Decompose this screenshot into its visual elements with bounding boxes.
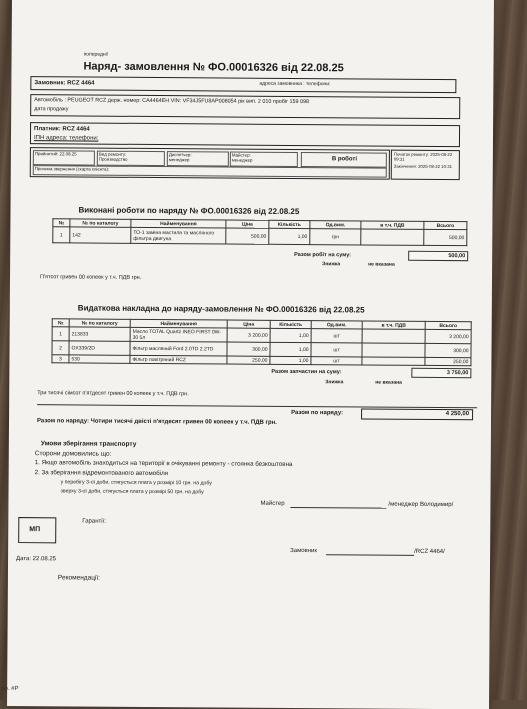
parts-title: Видаткова накладна до наряду-замовлення № ФО.00016326 від 22.08.25 [77,303,365,315]
accepted-cell: Прийнятий: 22.08.25 [33,150,95,165]
payer-tax-address: ІПН адреса: телефони: [33,135,99,142]
works-sum-label: Разом робіт на суму: [294,251,352,259]
parts-sum-box [411,368,471,378]
master-signature-name: /менеджер Володимир/ [388,501,454,509]
terms-title: Умови зберігання транспорту [40,440,137,448]
guarantee-label: Гарантії: [82,518,106,525]
parts-discount-value: не вказана [375,379,402,386]
dispatcher-cell: Диспетчер: менеджер [167,151,229,166]
works-title: Виконані роботи по наряду № ФО.00016326 від 22.08.25 [78,205,300,217]
table-row: 2 OX339/2D Фільтр масляний Ford 2.0TD 2.2TD 300,00 1,00 шт 300,00 [52,341,471,358]
parts-header-row: № № по каталогу Найменування Ціна Кількість Од.вим. в т.ч. ПДВ Всього [52,319,471,330]
customer-label: Замовник: RCZ 4464 [34,80,95,87]
customer-signature-line [326,554,414,556]
parts-discount-label: Знижка [325,379,344,386]
stamp-box [18,517,56,543]
payer-name: Платник: RCZ 4464 [34,126,90,133]
repair-start: Початок ремонту: 2025-08-22 09:31 [393,151,453,162]
repair-type-cell: Вид ремонту: Производство [97,151,165,166]
repair-period-box [391,150,460,180]
vehicle-box [30,94,460,119]
state-cell [301,152,387,168]
repair-end: Закінчення: 2025-08-22 10:31 [393,163,453,170]
table-row: 1 213833 Масло TOTAL Quartz INEO FIRST 0W-30 5л 3 200,00 1,00 шт 3 200,00 [52,327,471,344]
terms-intro: Сторони домовились що: [34,450,112,458]
works-header-row: № № по каталогу Найменування Ціна Кількість Од.вим. в т.ч. ПДВ Всього [53,219,467,230]
master-cell: Майстер: менеджер [230,152,298,167]
document-date: Дата: 22.08.25 [16,556,57,563]
table-row: 1 142 ТО-1 заміна мастила та масляного фільтра двигуна 500,00 1,00 грн 500,00 [53,227,467,246]
terms-sub-1: у перебігу 3-ої доби, стягується плата у розмірі 10 грн. на добу [60,479,212,487]
parts-sum-value: 3 750,00 [446,370,469,377]
footer-note: op. #P [1,685,19,693]
parts-sum-label: Разом запчастин на суму: [271,368,342,376]
stamp-label: МП [29,526,41,534]
terms-sub-2: зверху 3-ої доби, стягується плата у розмірі 50 грн. на добу [60,488,204,496]
works-discount-label: Знижка [322,261,341,268]
payer-box [30,122,460,147]
vehicle-sale-date: дата продажу [34,106,69,113]
works-sum-value: 500,00 [448,253,466,260]
terms-item-2: 2. За зберігання відремонтованого автомобіля [34,469,169,478]
customer-signature-name: /RCZ 4464/ [414,548,445,556]
order-total-box [361,408,473,420]
works-discount-value: не вказана [368,261,395,268]
table-row: 3 530 Фільтр повітряний RCZ 250,00 1,00 шт 250,00 [52,355,471,366]
order-total-words: Разом по наряду: Чотири тисячі двісті п'ятдесят гривен 00 копеек у т.ч. ПДВ грн. [36,418,277,426]
customer-box [30,76,456,93]
master-signature-label: Майстер [260,500,285,507]
status-box [30,147,390,180]
previous-label: попередні! [83,51,109,58]
works-sum-words: П'ятсот гривен 00 копеек у т.ч. ПДВ грн. [40,274,142,281]
master-signature-line [290,507,386,509]
document-title: Наряд- замовлення № ФО.00016326 від 22.08.25 [83,60,344,75]
complaint-cell: Причина звернення (скарга клієнта): [33,165,387,177]
terms-item-1: 1. Якщо автомобіль знаходиться на території в очікуванні ремонту - стоянка безкоштовна [34,459,293,468]
order-total-label: Разом по наряду: [291,409,344,417]
parts-sum-words: Три тисячі сімсот п'ятдесят гривен 00 копеек у т.ч. ПДВ грн. [37,390,189,398]
recommendations-label: Рекомендації: [57,574,101,582]
parts-table [51,318,471,366]
customer-signature-label: Замовник [290,547,318,555]
works-table [52,218,467,246]
customer-address-phone: адреса замовника : телефони: [259,80,331,88]
order-total-value: 4 250,00 [445,411,470,418]
vehicle-details: Автомобіль : PEUGEOT RCZ держ. номер: CA4464EH VIN: VF34J5FU8AP008054 рік вип. 2 010 пробіг 159 098 [34,97,310,106]
document-sheet [1,0,494,709]
works-sum-box [408,251,468,261]
state-label: В роботі [331,156,358,163]
divider [37,404,477,408]
